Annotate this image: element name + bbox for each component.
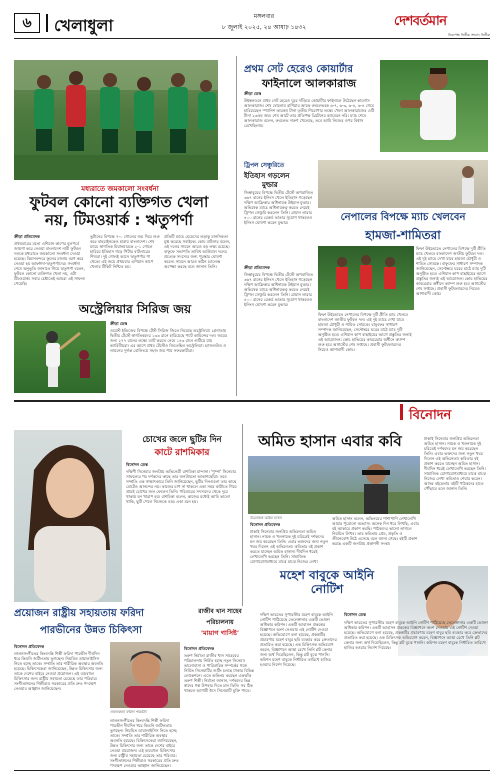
rashmika-photo: [14, 430, 122, 602]
cricket-photo: [14, 321, 106, 393]
story3-byline: ক্রীড়া ডেস্ক: [244, 91, 262, 96]
story2-byline: ক্রীড়া ডেস্ক: [110, 321, 128, 326]
page-bottom-rule: [14, 770, 490, 771]
story3-kicker: প্রথম সেট হেরেও কোয়ার্টার: [244, 64, 353, 75]
ent5-body: তরুণ নির্মাতা রাজীব খান সাহেবের পরিচালনায় নির্মিত হচ্ছে নতুন সিনেমা। ভালোবাসা ও পারিবারিক সম্পর্কের গল্পে নির্মিত সিনেমাটির শুটিং চলছে ঢাকার বিভিন্ন লোকেশনে। এতে অভিনয় করছেন একঝাঁক তরুণ শিল্পী। নির্মাতা জানান, দর্শকদের ভিন্ন স্বাদের গল্প উপহার দিতে চান তিনি। সব ঠিক থাকলে আগামী ঈদে সিনেমাটি মুক্তি পাবে।: [184, 653, 254, 693]
story4-kicker: ট্রিপল সেঞ্চুরিতে: [244, 162, 285, 169]
story1-headline-2: নয়, টিমওয়ার্ক : ঋতুপর্ণা: [45, 211, 193, 229]
ent5-byline: বিনোদন প্রতিবেদক: [184, 646, 215, 651]
header-date: ৮ জুলাই ২০২৫, ২৪ আষাঢ় ১৪৩২: [221, 24, 307, 31]
singer-portrait-illustration: [110, 642, 180, 708]
story4-body-continued: জিম্বাবুয়ের বিপক্ষে দ্বিতীয় টেস্টে অপরাজিত ৩৬৭ রানের ইনিংস খেলে ইতিহাস গড়েছেন দক্ষিণ আফ্রিকার অধিনায়ক উইয়ান মুল্ডার। অভিষেক ম্যাচে অধিনায়কত্ব করতে নেমেই ট্রিপল সেঞ্চুরি করলেন তিনি। ব্রায়ান লারার ৪০০ রানের রেকর্ড ভাঙার সুযোগ থাকলেও ইনিংস ঘোষণা করেন মুল্ডার।: [244, 272, 313, 307]
footballers-illustration: [318, 246, 414, 310]
ent5-heading: [184, 606, 256, 644]
story5-body-3: [318, 312, 412, 396]
ent2-headline: অমিত হাসান এবার কবি: [258, 432, 402, 450]
ent4-byline: বিনোদন প্রতিবেদক: [14, 644, 45, 649]
story1-column-3: প্রতিটি ম্যাচে মেয়েদের লড়াকু মানসিকতা মুগ্ধ করেছে সবাইকে। কোচ বাটলার বলেন, এই দলের সামনে আরও বড় লক্ষ্য রয়েছে। বাফুফে সভাপতি তাবিথ আউয়াল দলের প্রত্যেক সদস্যের জন্য পুরস্কার ঘোষণা করেন। সামনে আরও কঠিন চ্যালেঞ্জ অপেক্ষা করছে বলে জানান তিনি।: [164, 234, 231, 269]
actress-portrait-illustration: [14, 430, 122, 602]
ent5-kicker-1: রাজীব খান সাহেব: [198, 608, 242, 615]
header-rule: [14, 38, 490, 39]
column-divider-main: [236, 56, 237, 396]
ent2-caption: চিত্রনায়ক অমিত হাসান: [250, 516, 283, 520]
ent1-headline-2-text: কাটে রাশমিকার: [154, 448, 210, 458]
logo-tagline: নিরপেক্ষ নির্ভীক সংবাদ নির্ভীক: [448, 33, 490, 37]
ent1-byline: বিনোদন ডেস্ক: [126, 462, 148, 467]
logo-text: দেশবর্তমান: [394, 14, 447, 29]
ent5-body-2: [260, 612, 340, 770]
ent2-side: অমিত হাসান বলেন, অভিনয়ের পাশাপাশি লেখালেখি আমার পুরোনো অভ্যাস। অনেক দিন ধরে লিখছি, এবার বই আকারে প্রকাশ করছি। পাঠকদের ভালো লাগলে নিয়মিত লিখব। তার কবিতায় প্রেম, প্রকৃতি ও জীবনবোধ উঠে এসেছে বলে জানা গেছে। বইটি প্রকাশ করছে একটি জনপ্রিয় প্রকাশনী সংস্থা।: [332, 516, 419, 546]
section-title: খেলাধুলা: [54, 16, 114, 35]
story2-headline: অস্ট্রেলিয়ার সিরিজ জয়: [78, 302, 192, 316]
story5-headline-box: [318, 210, 488, 244]
story3-headline: ফাইনালে আলকারাজ: [262, 77, 357, 90]
ent2-byline: বিনোদন প্রতিবেদক: [250, 522, 281, 527]
story1-column-1: প্রথমবারের মতো এশিয়ান কাপের মূলপর্বে জায়গা করে নেওয়া বাংলাদেশ নারী ফুটবল দলকে মধ্যরাতে জমকালো সংবর্ধনা দেওয়া হয়েছে। বিমানবন্দরে ফুলের মালায় বরণ করে নেওয়া হয় আফঈদা-ঋতুপর্ণাদের। সংবর্ধনা শেষে অনুভূতি জানাতে গিয়ে ঋতুপর্ণা বলেন, ফুটবল কোনো ব্যক্তিগত খেলা নয়, এটা টিমওয়ার্ক। সবার চেষ্টাতেই আমরা এই সাফল্য পেয়েছি।: [14, 241, 86, 286]
story5-headline-1: নেপালের বিপক্ষে ম্যাচ খেলবেন: [340, 212, 466, 223]
story3-body: উইম্বলডনে প্রথম সেট হেরেও ঘুরে দাঁড়িয়ে কোয়ার্টার ফাইনালে উঠেছেন কার্লোস আলকারাজ। শেষ ষোলোয় রাশিয়ার আন্দ্রে রুবলেভকে ৬-৭, ৬-৩, ৬-৪, ৬-৪ গেমে হারিয়েছেন স্প্যানিশ তারকা। টানা তৃতীয় শিরোপার লক্ষ্যে খেলা আলকারাজের এটি টানা ২৩তম জয়। শেষ আটে তার প্রতিপক্ষ ব্রিটেনের ক্যামেরন নরি। ম্যাচ শেষে আলকারাজ বলেন, রুবলেভ দারুণ খেলেছে, তবে আমি নিজের ওপর বিশ্বাস রেখেছিলাম।: [244, 98, 375, 128]
ent1-body: দক্ষিণী সিনেমার জনপ্রিয় অভিনেত্রী রাশমিকা মান্দানা। 'পুষ্পা' সিনেমার সাফল্যের পর দর্শকদের কাছে তার জনপ্রিয়তা আকাশছোঁয়া। তবে সম্প্রতি এক সাক্ষাৎকারে তিনি জানিয়েছেন, ছুটির দিনগুলো তার কাছে মোটেও আনন্দের নয়। কাজের চাপ না থাকলে একা সময় কাটাতে গিয়ে প্রায়ই চোখের জল ফেলেন তিনি। পরিবারের সদস্যদের থেকে দূরে থাকায় মন খারাপ হয়। রাশমিকা বলেন, কাজের মধ্যেই আমি ভালো থাকি, ছুটি পেলে নিজেকে বড্ড একা মনে হয়।: [126, 469, 237, 504]
ent3-byline: বিনোদন ডেস্ক: [344, 612, 366, 617]
ent4-headline-2: পারভীনের উন্নত চিকিৎসা: [40, 625, 142, 636]
ent2-right: [424, 436, 488, 564]
nepal-match-photo: [318, 246, 414, 310]
masthead-logo: [394, 10, 490, 36]
ent4-headline-1: প্রয়োজন রাষ্ট্রীয় সহায়তায় ফরিদা: [14, 608, 144, 619]
ent3-headline: মহেশ বাবুকে আইনি নোটিশ: [279, 568, 375, 596]
ent1-headline-2: [126, 445, 238, 460]
story5-headline-2: হামজা-শামিতরা: [365, 228, 441, 242]
ent1-headline-1: চোখের জলে ছুটির দিন: [142, 435, 222, 445]
page-number-box: [14, 13, 40, 33]
story5-body: ফিফা উইন্ডোতে নেপালের বিপক্ষে দুটি প্রীতি ম্যাচ খেলবে বাংলাদেশ জাতীয় ফুটবল দল। এই দুই ম্যাচে দেখা যাবে হামজা চৌধুরী ও শামিত সোমকে। বাফুফের সাধারণ সম্পাদক জানিয়েছেন, সেপ্টেম্বরে ঘরের মাঠে ম্যাচ দুটি অনুষ্ঠিত হবে। এশিয়ান কাপ বাছাইয়ের আগে প্রস্তুতির জন্যই এই আয়োজন। কোচ হাভিয়ের কাবরেরার অধীনে ক্যাম্প শুরু হবে আগস্টের শেষ সপ্তাহে। প্রবাসী ফুটবলারদের নিয়েও আশাবাদী কোচ।: [416, 246, 488, 296]
story2-headline-box: [60, 301, 210, 319]
cricketer-illustration: [14, 321, 106, 393]
story4-body: জিম্বাবুয়ের বিপক্ষে দ্বিতীয় টেস্টে অপরাজিত ৩৬৭ রানের ইনিংস খেলে ইতিহাস গড়েছেন দক্ষিণ আফ্রিকার অধিনায়ক উইয়ান মুল্ডার। অভিষেক ম্যাচে অধিনায়কত্ব করতে নেমেই ট্রিপল সেঞ্চুরি করলেন তিনি। ব্রায়ান লারার ৪০০ রানের রেকর্ড ভাঙার সুযোগ থাকলেও ইনিংস ঘোষণা করেন মুল্ডার।: [244, 190, 313, 225]
page-header: [14, 8, 490, 38]
ent2-body-continued: ঢাকাই সিনেমার জনপ্রিয় অভিনেতা অমিত হাসান। নায়ক ও খলনায়ক দুই চরিত্রেই দর্শকদের মন জয় করেছেন তিনি। এবার ভক্তদের জন্য নতুন খবর দিলেন এই অভিনেতা। কবিতার বই প্রকাশ করতে যাচ্ছেন অমিত হাসান। দীর্ঘদিন ধরেই লেখালেখি করছেন তিনি। সামাজিক যোগাযোগমাধ্যমে মাঝে মাঝে নিজের লেখা কবিতাও শেয়ার করেন। আসন্ন বইমেলায় বইটি পাঠকদের হাতে পৌঁছাবে বলে জানান তিনি।: [424, 436, 486, 491]
binodon-label: বিনোদন: [409, 408, 452, 423]
story1-headline-1: ফুটবল কোনো ব্যক্তিগত খেলা: [29, 193, 209, 211]
ent5-headline: 'মায়াগ গাসিষ্ট': [201, 629, 239, 637]
women-football-team-photo: [14, 60, 218, 180]
story2-body: ওয়েস্ট ইন্ডিজের বিপক্ষে টেস্ট সিরিজ জিতে নিয়েছে অস্ট্রেলিয়া। গ্রেনাডায় দ্বিতীয় টেস্টে স্বাগতিকদের ১৩৩ রানে হারিয়েছে প্যাট কামিন্সের দল। জয়ের জন্য ২৭৭ রানের লক্ষ্যে ব্যাট করতে নেমে ১৪৩ রানে গুটিয়ে যায় ক্যারিবীয়রা। এর আগে প্রথম টেস্টেও জিতেছিল অস্ট্রেলিয়া। হ্যাজলউড ও লায়নের দুর্দান্ত বোলিংয়ে সহজ জয় পায় সফরকারীরা।: [110, 328, 228, 353]
story5-byline: ক্রীড়া প্রতিবেদক: [244, 265, 270, 270]
team-celebration-illustration: [14, 60, 218, 180]
ent4-body-continued: লালনসংগীতের কিংবদন্তি শিল্পী ফরিদা পারভীন দীর্ঘদিন ধরে কিডনি জটিলতায় ভুগছেন। নিয়মিত ডায়ালাইসিস নিতে হচ্ছে তাকে। সম্প্রতি তার শারীরিক অবস্থার অবনতি হয়েছে। চিকিৎসকেরা জানিয়েছেন, উন্নত চিকিৎসার জন্য তাকে দেশের বাইরে নেওয়া প্রয়োজন। এই ব্যয়বহুল চিকিৎসার জন্য রাষ্ট্রীয় সহায়তা চেয়েছে তার পরিবার। সংগীতাঙ্গনের শিল্পীরাও সরকারের প্রতি দ্রুত পদক্ষেপ নেওয়ার আহ্বান জানিয়েছেন।: [110, 718, 179, 768]
amit-hasan-photo: [248, 456, 420, 514]
cricketer-celebration-illustration: [318, 160, 488, 208]
header-day: মঙ্গলবার: [253, 13, 275, 20]
mulder-photo: [318, 160, 488, 208]
story1-kicker: মধ্যরাতে জমকালো সংবর্ধনা: [81, 185, 159, 193]
ent4-body: লালনসংগীতের কিংবদন্তি শিল্পী ফরিদা পারভীন দীর্ঘদিন ধরে কিডনি জটিলতায় ভুগছেন। নিয়মিত ডায়ালাইসিস নিতে হচ্ছে তাকে। সম্প্রতি তার শারীরিক অবস্থার অবনতি হয়েছে। চিকিৎসকেরা জানিয়েছেন, উন্নত চিকিৎসার জন্য তাকে দেশের বাইরে নেওয়া প্রয়োজন। এই ব্যয়বহুল চিকিৎসার জন্য রাষ্ট্রীয় সহায়তা চেয়েছে তার পরিবার। সংগীতাঙ্গনের শিল্পীরাও সরকারের প্রতি দ্রুত পদক্ষেপ নেওয়ার আহ্বান জানিয়েছেন।: [14, 651, 104, 691]
ent4-caption: লালনকন্যা ফরিদা পারভীন: [110, 710, 147, 714]
column-divider-ent: [242, 424, 243, 606]
page-number: ৬: [22, 15, 32, 31]
tennis-player-illustration: [380, 60, 488, 152]
farida-parveen-photo: [110, 642, 180, 708]
story1-column-2: ভুটানের বিপক্ষে ৭-০ গোলের জয় দিয়ে শুরু করে বাহরাইনকেও হারায় বাংলাদেশ। শেষ ম্যাচে স্বাগতিক মিয়ানমারকে ২-১ গোলে হারিয়ে ইতিহাস গড়ে পিটার বাটলারের শিষ্যরা। দুই গোলই আসে ঋতুপর্ণার পা থেকে। এই জয়ে প্রথমবার এশিয়ান কাপে খেলার টিকিট নিশ্চিত হয়।: [90, 234, 160, 269]
ent3-body: দক্ষিণ ভারতের সুপারস্টার মহেশ বাবুকে আইনি নোটিশ পাঠিয়েছে তেলেঙ্গানার একটি ভোক্তা অধিকার কমিশন। একটি আবাসন প্রকল্পের বিজ্ঞাপনে অংশ নেওয়ায় এই নোটিশ দেওয়া হয়েছে। অভিযোগে বলা হয়েছে, প্রকল্পটির প্রচারণায় মহেশ বাবুর ছবি ব্যবহার করে ক্রেতাদের প্রতারিত করা হয়েছে। এক চিকিৎসক অভিযোগ করেন, বিজ্ঞাপনে আস্থা রেখে তিনি প্লট কেনার জন্য অর্থ দিয়েছিলেন, কিন্তু প্লট বুঝে পাননি। কমিশন মহেশ বাবুকে নির্ধারিত তারিখে হাজির হওয়ার নির্দেশ দিয়েছে।: [344, 620, 488, 650]
section-rule-top: [14, 400, 490, 402]
story4-headline-1: ইতিহাস গড়লেন: [244, 172, 290, 180]
story4-headline-2: মুল্ডার: [262, 181, 278, 189]
story1-byline: ক্রীড়া প্রতিবেদক: [14, 234, 40, 239]
alcaraz-photo: [380, 60, 488, 152]
ent4-body-2: [110, 718, 180, 770]
ent5-kicker-2: পরিচালনায়: [206, 619, 234, 626]
actor-outdoor-illustration: [248, 456, 420, 514]
story5-body-2: [244, 272, 314, 396]
ent2-body: ঢাকাই সিনেমার জনপ্রিয় অভিনেতা অমিত হাসান। নায়ক ও খলনায়ক দুই চরিত্রেই দর্শকদের মন জয় করেছেন তিনি। এবার ভক্তদের জন্য নতুন খবর দিলেন এই অভিনেতা। কবিতার বই প্রকাশ করতে যাচ্ছেন অমিত হাসান। দীর্ঘদিন ধরেই লেখালেখি করছেন তিনি। সামাজিক যোগাযোগমাধ্যমে মাঝে মাঝে নিজের লেখা: [250, 529, 328, 563]
binodon-section-label: [400, 404, 490, 423]
story3-body-cont: [380, 154, 488, 156]
header-divider: [46, 14, 48, 32]
story5-body-continued: ফিফা উইন্ডোতে নেপালের বিপক্ষে দুটি প্রীতি ম্যাচ খেলবে বাংলাদেশ জাতীয় ফুটবল দল। এই দুই ম্যাচে দেখা যাবে হামজা চৌধুরী ও শামিত সোমকে। বাফুফের সাধারণ সম্পাদক জানিয়েছেন, সেপ্টেম্বরে ঘরের মাঠে ম্যাচ দুটি অনুষ্ঠিত হবে। এশিয়ান কাপ বাছাইয়ের আগে প্রস্তুতির জন্যই এই আয়োজন। কোচ হাভিয়ের কাবরেরার অধীনে ক্যাম্প শুরু হবে আগস্টের শেষ সপ্তাহে। প্রবাসী ফুটবলারদের নিয়েও আশাবাদী কোচ।: [318, 312, 412, 352]
ent3-body-continued: দক্ষিণ ভারতের সুপারস্টার মহেশ বাবুকে আইনি নোটিশ পাঠিয়েছে তেলেঙ্গানার একটি ভোক্তা অধিকার কমিশন। একটি আবাসন প্রকল্পের বিজ্ঞাপনে অংশ নেওয়ায় এই নোটিশ দেওয়া হয়েছে। অভিযোগে বলা হয়েছে, প্রকল্পটির প্রচারণায় মহেশ বাবুর ছবি ব্যবহার করে ক্রেতাদের প্রতারিত করা হয়েছে। এক চিকিৎসক অভিযোগ করেন, বিজ্ঞাপনে আস্থা রেখে তিনি প্লট কেনার জন্য অর্থ দিয়েছিলেন, কিন্তু প্লট বুঝে পাননি। কমিশন মহেশ বাবুকে নির্ধারিত তারিখে হাজির হওয়ার নির্দেশ দিয়েছে।: [260, 612, 337, 667]
